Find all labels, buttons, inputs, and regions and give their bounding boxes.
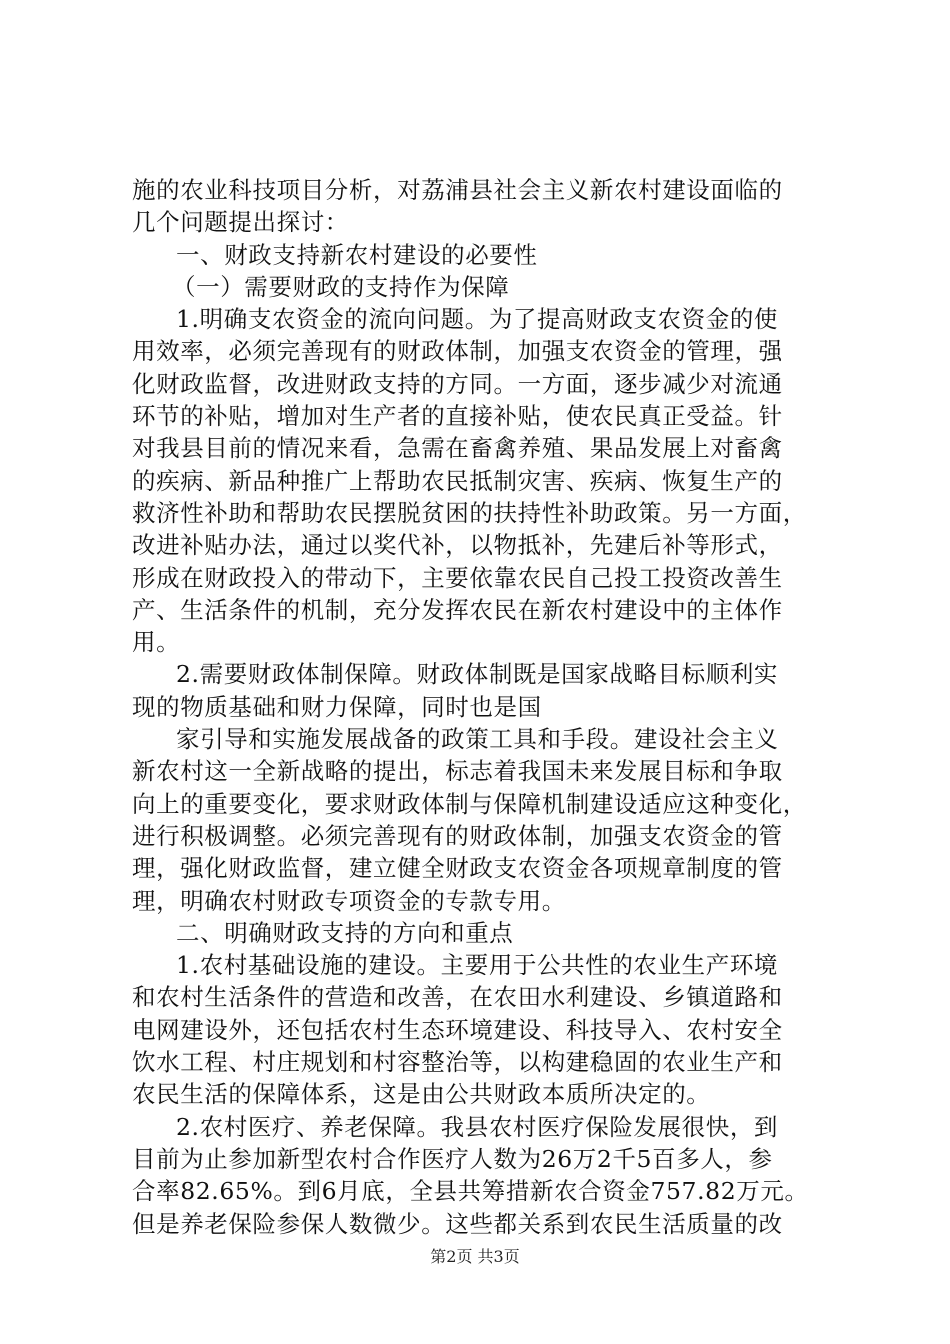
page-footer: 第2页 共3页 xyxy=(430,1247,520,1266)
text-line: 进行积极调整。必须完善现有的财政体制，加强支农资金的管 xyxy=(132,821,783,850)
section-heading: 一、财政支持新农村建设的必要性 xyxy=(176,240,538,269)
body-text xyxy=(132,174,832,1240)
paragraph-start: 家引导和实施发展战备的政策工具和手段。建设社会主义 xyxy=(176,725,779,754)
text-line: 但是养老保险参保人数微少。这些都关系到农民生活质量的改 xyxy=(132,1209,783,1238)
text-line: 目前为止参加新型农村合作医疗人数为26万2千5百多人，参 xyxy=(132,1144,773,1173)
text-line: 几个问题提出探讨： xyxy=(132,208,349,237)
text-line: 用效率，必须完善现有的财政体制，加强支农资金的管理，强 xyxy=(132,337,783,366)
text-line: 用。 xyxy=(132,628,181,657)
text-line: 产、生活条件的机制，充分发挥农民在新农村建设中的主体作 xyxy=(132,595,783,624)
text-line: 新农村这一全新战略的提出，标志着我国未来发展目标和争取 xyxy=(132,757,783,786)
text-line: 农民生活的保障体系，这是由公共财政本质所决定的。 xyxy=(132,1080,711,1109)
paragraph-start: 1.明确支农资金的流向问题。为了提高财政支农资金的使 xyxy=(176,305,779,334)
paragraph-start: 2.农村医疗、养老保障。我县农村医疗保险发展很快，到 xyxy=(176,1112,779,1141)
text-line: 现的物质基础和财力保障，同时也是国 xyxy=(132,692,542,721)
text-line: 救济性补助和帮助农民摆脱贫困的扶持性补助政策。另一方面， xyxy=(132,498,807,527)
text-line: 电网建设外，还包括农村生态环境建设、科技导入、农村安全 xyxy=(132,1015,783,1044)
text-line: 对我县目前的情况来看，急需在畜禽养殖、果品发展上对畜禽 xyxy=(132,434,783,463)
paragraph-start: 1.农村基础设施的建设。主要用于公共性的农业生产环境 xyxy=(176,951,779,980)
text-line: 和农村生活条件的营造和改善，在农田水利建设、乡镇道路和 xyxy=(132,983,783,1012)
subsection-heading: （一）需要财政的支持作为保障 xyxy=(172,272,510,301)
text-line: 合率82.65%。到6月底，全县共筹措新农合资金757.82万元。 xyxy=(132,1177,809,1206)
text-line: 饮水工程、村庄规划和村容整治等，以构建稳固的农业生产和 xyxy=(132,1048,783,1077)
paragraph-start: 2.需要财政体制保障。财政体制既是国家战略目标顺利实 xyxy=(176,660,779,689)
text-line: 向上的重要变化，要求财政体制与保障机制建设适应这种变化， xyxy=(132,789,807,818)
text-line: 形成在财政投入的带动下，主要依靠农民自己投工投资改善生 xyxy=(132,563,783,592)
text-line: 的疾病、新品种推广上帮助农民抵制灾害、疾病、恢复生产的 xyxy=(132,466,783,495)
text-line: 理，明确农村财政专项资金的专款专用。 xyxy=(132,886,566,915)
text-line: 改进补贴办法，通过以奖代补，以物抵补，先建后补等形式， xyxy=(132,531,783,560)
text-line: 化财政监督，改进财政支持的方同。一方面，逐步减少对流通 xyxy=(132,369,783,398)
text-line: 理，强化财政监督，建立健全财政支农资金各项规章制度的管 xyxy=(132,854,783,883)
text-line: 施的农业科技项目分析，对荔浦县社会主义新农村建设面临的 xyxy=(132,176,783,204)
section-heading: 二、明确财政支持的方向和重点 xyxy=(176,918,514,947)
text-line: 环节的补贴，增加对生产者的直接补贴，使农民真正受益。针 xyxy=(132,402,783,431)
